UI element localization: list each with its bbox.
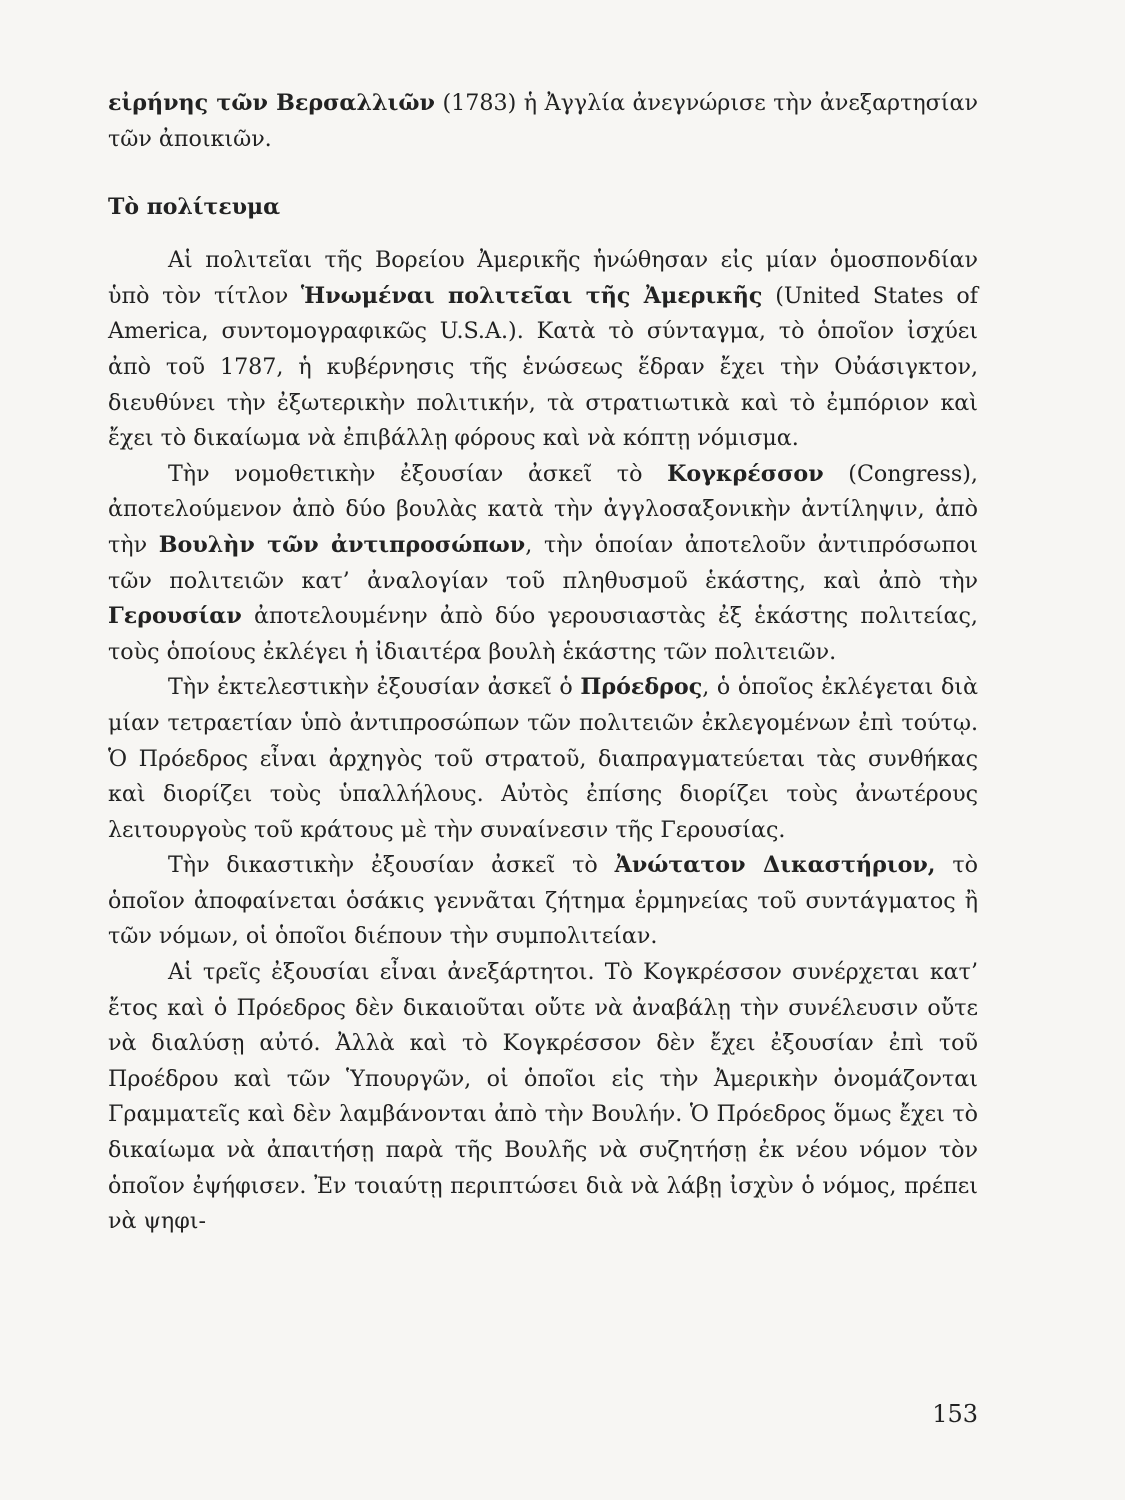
paragraph-1 <box>108 243 978 457</box>
p3-text-1: Τὴν ἐκτελεστικὴν ἐξουσίαν ἀσκεῖ ὁ <box>168 674 581 701</box>
p1-bold-1: Ἡνωμέναι πολιτεῖαι τῆς Ἀμερικῆς <box>300 282 763 309</box>
intro-paragraph <box>108 86 978 157</box>
p2-bold-3: Γερουσίαν <box>108 603 242 630</box>
p2-text-4: ἀποτελουμένην ἀπὸ δύο γερουσιαστὰς ἐξ ἑκάστης πολιτείας, τοὺς ὁποίους ἐκλέγει ἡ ἰδιαιτέρα βουλὴ ἑκάστης τῶν πολιτειῶν. <box>108 603 978 665</box>
page-body <box>108 86 978 1240</box>
p4-text-2: τὸ ὁποῖον ἀποφαίνεται ὁσάκις γεννᾶται ζήτημα ἑρμηνείας τοῦ συντάγματος ἢ τῶν νόμων, οἱ ὁποῖοι διέπουν τὴν συμπολιτείαν. <box>108 852 979 950</box>
paragraph-2 <box>108 457 978 671</box>
paragraph-3 <box>108 670 978 848</box>
p3-text-2: , ὁ ὁποῖος ἐκλέγεται διὰ μίαν τετραετίαν ὑπὸ ἀντιπροσώπων τῶν πολιτειῶν ἐκλεγομένων ἐπὶ τούτῳ. Ὁ Πρόεδρος εἶναι ἀρχηγὸς τοῦ στρατοῦ, διαπραγματεύεται τὰς συνθήκας καὶ διορίζει τοὺς ὑπαλλήλους. Αὐτὸς ἐπίσης διορίζει τοὺς ἀνωτέρους λειτουργοὺς τοῦ κράτους μὲ τὴν συναίνεσιν τῆς Γερουσίας. <box>108 674 978 843</box>
p3-bold-1: Πρόεδρος <box>580 674 703 701</box>
intro-bold-1: εἰρήνης τῶν Βερσαλλιῶν <box>108 90 435 116</box>
intro-text-1: (1783) ἡ Ἀγγλία ἀνεγνώρισε τὴν ἀνεξαρτησίαν τῶν ἀποικιῶν. <box>108 90 978 152</box>
paragraph-4 <box>108 848 978 955</box>
p2-bold-2: Βουλὴν τῶν ἀντιπροσώπων <box>158 531 526 558</box>
paragraph-5 <box>108 955 978 1240</box>
p1-text-1: Αἱ πολιτεῖαι τῆς Βορείου Ἀμερικῆς ἡνώθησαν εἰς μίαν ὁμοσπονδίαν ὑπὸ τὸν τίτλον <box>108 247 978 309</box>
section-heading: Τὸ πολίτευμα <box>108 194 281 221</box>
page-number: 153 <box>932 1400 978 1428</box>
p1-text-2: (United States of America, συντομογραφικῶς U.S.A.). Κατὰ τὸ σύνταγμα, τὸ ὁποῖον ἰσχύει ἀπὸ τοῦ 1787, ἡ κυβέρνησις τῆς ἑνώσεως ἕδραν ἔχει τὴν Οὐάσιγκτον, διευθύνει τὴν ἐξωτερικὴν πολιτικήν, τὰ στρατιωτικὰ καὶ τὸ ἐμπόριον καὶ ἔχει τὸ δικαίωμα νὰ ἐπιβάλλῃ φόρους καὶ νὰ κόπτῃ νόμισμα. <box>108 282 978 452</box>
p2-bold-1: Κογκρέσσον <box>667 460 824 487</box>
p2-text-2: (Congress), ἀποτελούμενον ἀπὸ δύο βουλὰς κατὰ τὴν ἀγγλοσαξονικὴν ἀντίληψιν, ἀπὸ τὴν <box>108 460 978 558</box>
p2-text-1: Τὴν νομοθετικὴν ἐξουσίαν ἀσκεῖ τὸ <box>168 460 668 487</box>
p4-bold-1: Ἀνώτατον Δικαστήριον, <box>614 852 936 879</box>
p5-text-1: Αἱ τρεῖς ἐξουσίαι εἶναι ἀνεξάρτητοι. Τὸ Κογκρέσσον συνέρχεται κατ’ ἔτος καὶ ὁ Πρόεδρος δὲν δικαιοῦται οὔτε νὰ ἀναβάλῃ τὴν συνέλευσιν οὔτε νὰ διαλύσῃ αὐτό. Ἀλλὰ καὶ τὸ Κογκρέσσον δὲν ἔχει ἐξουσίαν ἐπὶ τοῦ Προέδρου καὶ τῶν Ὑπουργῶν, οἱ ὁποῖοι εἰς τὴν Ἀμερικὴν ὀνομάζονται Γραμματεῖς καὶ δὲν λαμβάνονται ἀπὸ τὴν Βουλήν. Ὁ Πρόεδρος ὅμως ἔχει τὸ δικαίωμα νὰ ἀπαιτήσῃ παρὰ τῆς Βουλῆς νὰ συζητήσῃ ἐκ νέου νόμον τὸν ὁποῖον ἐψήφισεν. Ἐν τοιαύτῃ περιπτώσει διὰ νὰ λάβῃ ἰσχὺν ὁ νόμος, πρέπει νὰ ψηφι- <box>108 959 978 1235</box>
p2-text-3: , τὴν ὁποίαν ἀποτελοῦν ἀντιπρόσωποι τῶν πολιτειῶν κατ’ ἀναλογίαν τοῦ πληθυσμοῦ ἑκάστης, καὶ ἀπὸ τὴν <box>108 531 978 594</box>
p4-text-1: Τὴν δικαστικὴν ἐξουσίαν ἀσκεῖ τὸ <box>168 852 615 879</box>
